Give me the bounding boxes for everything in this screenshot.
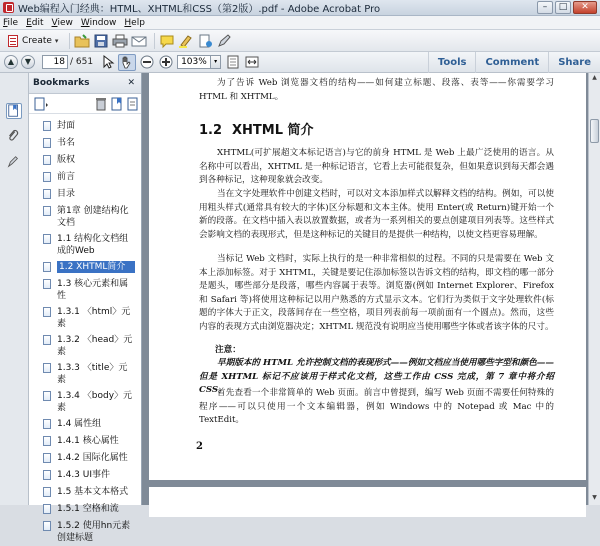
menu-help[interactable]: Help bbox=[124, 17, 145, 28]
page-icon bbox=[43, 279, 51, 289]
hand-tool-button[interactable] bbox=[118, 54, 136, 71]
hand-icon bbox=[119, 55, 135, 69]
note-title: 注意： bbox=[215, 345, 241, 355]
page-icon bbox=[43, 172, 51, 182]
page-number-input[interactable]: 18 bbox=[42, 55, 68, 69]
document-share-icon bbox=[197, 34, 213, 48]
share-file-button[interactable] bbox=[197, 32, 213, 49]
bookmark-item[interactable]: 1.4.3 UI事件 bbox=[29, 467, 141, 484]
menu-view[interactable]: View bbox=[51, 17, 73, 28]
create-pdf-icon bbox=[8, 35, 18, 47]
bookmark-item[interactable]: 第1章 创建结构化文档 bbox=[29, 203, 141, 231]
bookmark-item[interactable]: 目录 bbox=[29, 186, 141, 203]
page-total: / 651 bbox=[70, 57, 94, 67]
paragraph-2: 当在文字处理软件中创建文档时，可以对文本添加样式以解释文档的结构。例如，可以使用粗头样式(通常具有较大的字体)区分标题和文本主体。使用 Enter(或 Return)键开始一个新的段落。在文档中插入表以放置数据，或者为一系列相关的要点创建项目列表等。这些样式会影响文档的表现形式，但是这种标记的关键目的是提供一种结构，以使文档更容易理解。 bbox=[199, 189, 554, 240]
note-text: 早期版本的 HTML 允许控制文档的表现形式——例如文档应当使用哪些字型和颜色——但是 XHTML 标记不应该用于样式化文档，这些工作由 CSS 完成，第 7 章中将介绍 CSS。 bbox=[199, 358, 554, 396]
paragraph-1: XHTML(可扩展超文本标记语言)与它的前身 HTML 是 Web 上最广泛使用的语言。从名称中可以看出，XHTML 是一种标记语言，它看上去可能很复杂，但如果意识到每天都会遇到各种标记，这种现象就会改变。 bbox=[199, 148, 554, 186]
select-tool-button[interactable] bbox=[99, 54, 115, 71]
bookmark-list bbox=[29, 114, 141, 546]
menu-window[interactable]: Window bbox=[80, 17, 117, 28]
page-icon bbox=[43, 307, 51, 317]
acrobat-app-icon bbox=[3, 2, 14, 13]
highlight-button[interactable] bbox=[178, 32, 194, 49]
menu-bar bbox=[0, 16, 600, 30]
bookmark-item[interactable]: 封面 bbox=[29, 118, 141, 135]
zoom-level-input[interactable]: 103% bbox=[177, 55, 211, 69]
bookmark-item[interactable]: 1.3.4 〈body〉元素 bbox=[29, 388, 141, 416]
scroll-down-icon[interactable]: ▼ bbox=[592, 494, 597, 501]
bookmark-item[interactable]: 1.4.1 核心属性 bbox=[29, 433, 141, 450]
toolbar-separator bbox=[69, 33, 70, 49]
page-icon bbox=[43, 391, 51, 401]
main-toolbar bbox=[0, 30, 600, 52]
comment-button[interactable] bbox=[159, 32, 175, 49]
page-icon bbox=[43, 138, 51, 148]
create-button[interactable]: Create ▾ bbox=[4, 32, 62, 49]
email-button[interactable] bbox=[131, 32, 147, 49]
page-icon bbox=[43, 189, 51, 199]
bookmarks-title: Bookmarks bbox=[33, 78, 90, 88]
cursor-arrow-icon bbox=[99, 55, 115, 69]
bookmark-options-icon[interactable] bbox=[33, 97, 49, 111]
save-button[interactable] bbox=[93, 32, 109, 49]
bookmarks-panel-button[interactable] bbox=[6, 103, 22, 119]
next-pdf-page bbox=[149, 487, 586, 517]
document-view[interactable] bbox=[142, 73, 600, 505]
toolbar-separator bbox=[154, 33, 155, 49]
page-icon bbox=[43, 262, 51, 272]
delete-bookmark-icon[interactable] bbox=[93, 97, 109, 111]
scrollbar-thumb[interactable] bbox=[590, 119, 599, 143]
menu-file[interactable]: File bbox=[3, 17, 19, 28]
bookmark-icon bbox=[7, 104, 21, 118]
share-link[interactable]: Share bbox=[548, 52, 600, 73]
speech-bubble-icon bbox=[159, 34, 175, 48]
paragraph-3: 当标记 Web 文档时，实际上执行的是一种非常相似的过程。不同的只是需要在 Web 文本上添加标签。对于 XHTML，关键是要记住添加标签以告诉文档的结构，即文档的哪一部分是题头，哪些部分是段落，哪些内容属于表等。浏览器(例如 Internet Explorer、Firefox 和 Safari 等)将使用这种标记以用户熟悉的方式显示文本。它们行为类似于文字处理软件(标题的字体大于正文，段落间存在一些空格，项目列表前每一项前面有一个圆点)。然而，这些内容的表现方式由浏览器决定；XHTML 规范没有说明应当使用哪些字体或者该字体的尺寸。 bbox=[199, 254, 554, 332]
fit-page-icon bbox=[225, 55, 241, 69]
bookmark-item[interactable]: 1.1 结构化文档组成的Web bbox=[29, 231, 141, 259]
fit-page-button[interactable] bbox=[225, 54, 241, 71]
bookmark-item[interactable]: 1.5 基本文本格式 bbox=[29, 484, 141, 501]
previous-page-button[interactable] bbox=[4, 55, 18, 69]
bookmarks-panel bbox=[29, 73, 142, 543]
zoom-in-icon bbox=[158, 55, 174, 69]
signature-pen-icon bbox=[6, 155, 20, 169]
comment-link[interactable]: Comment bbox=[475, 52, 548, 73]
bookmark-item-selected[interactable]: 1.2 XHTML简介 bbox=[29, 259, 141, 276]
bookmark-item[interactable]: 1.3.3 〈title〉元素 bbox=[29, 360, 141, 388]
zoom-out-icon bbox=[139, 55, 155, 69]
zoom-out-button[interactable] bbox=[139, 54, 155, 71]
zoom-dropdown-button[interactable]: ▾ bbox=[211, 55, 221, 69]
save-icon bbox=[93, 34, 109, 48]
page-icon bbox=[43, 470, 51, 480]
window-controls bbox=[537, 1, 597, 14]
page-icon bbox=[43, 206, 51, 216]
bookmark-item[interactable]: 1.4 属性组 bbox=[29, 416, 141, 433]
print-button[interactable] bbox=[112, 32, 128, 49]
arrow-up-icon: ▲ bbox=[7, 57, 15, 66]
minimize-button[interactable]: – bbox=[537, 1, 553, 14]
title-bar bbox=[0, 0, 600, 16]
navigation-pane-strip bbox=[0, 73, 29, 505]
close-window-button[interactable]: ✕ bbox=[573, 1, 597, 14]
vertical-scrollbar[interactable] bbox=[588, 73, 600, 505]
window-title: Web编程入门经典：HTML、XHTML和CSS（第2版）.pdf - Adobe Acrobat Pro bbox=[18, 4, 381, 15]
open-folder-icon bbox=[74, 34, 90, 48]
open-folder-button[interactable] bbox=[74, 32, 90, 49]
page-number: 2 bbox=[196, 441, 203, 452]
paragraph-4: 首先查看一个非常简单的 Web 页面。前言中曾提到，编写 Web 页面不需要任何特殊的程序——可以只使用一个文本编辑器，例如 Windows 中的 Notepad 或 Mac 中的 TextEdit。 bbox=[199, 388, 554, 426]
pdf-page bbox=[149, 73, 586, 480]
zoom-in-button[interactable] bbox=[158, 54, 174, 71]
bookmark-item[interactable]: 1.3.1 〈html〉元素 bbox=[29, 304, 141, 332]
bookmark-item[interactable]: 书名 bbox=[29, 135, 141, 152]
bookmarks-toolbar bbox=[29, 94, 141, 114]
task-pane-links bbox=[428, 52, 600, 73]
bookmarks-header bbox=[29, 73, 141, 94]
page-icon bbox=[43, 335, 51, 345]
new-bookmark-icon[interactable] bbox=[109, 97, 125, 111]
page-icon bbox=[43, 363, 51, 373]
bookmark-item[interactable]: 前言 bbox=[29, 169, 141, 186]
tools-link[interactable]: Tools bbox=[428, 52, 476, 73]
arrow-down-icon: ▼ bbox=[24, 57, 32, 66]
fit-width-button[interactable] bbox=[244, 54, 260, 71]
expand-bookmark-icon[interactable] bbox=[125, 97, 141, 111]
page-icon bbox=[43, 436, 51, 446]
page-icon bbox=[43, 234, 51, 244]
bookmark-item[interactable]: 版权 bbox=[29, 152, 141, 169]
highlighter-icon bbox=[178, 34, 194, 48]
bookmark-item[interactable]: 1.5.1 空格和流 bbox=[29, 501, 141, 518]
attachments-panel-button[interactable] bbox=[6, 129, 22, 145]
menu-edit[interactable]: Edit bbox=[26, 17, 44, 28]
page-icon bbox=[43, 453, 51, 463]
intro-paragraph: 为了告诉 Web 浏览器文档的结构——如何建立标题、段落、表等——你需要学习 HTML 和 XHTML。 bbox=[199, 78, 554, 102]
envelope-icon bbox=[131, 34, 147, 48]
page-icon bbox=[43, 521, 51, 531]
signatures-panel-button[interactable] bbox=[6, 155, 22, 171]
page-icon bbox=[43, 121, 51, 131]
bookmark-item[interactable]: 1.4.2 国际化属性 bbox=[29, 450, 141, 467]
page-icon bbox=[43, 419, 51, 429]
navigation-toolbar bbox=[0, 52, 600, 73]
page-icon bbox=[43, 504, 51, 514]
pen-icon bbox=[216, 34, 232, 48]
section-heading: 1.2 XHTML 简介 bbox=[199, 123, 314, 138]
maximize-button[interactable]: □ bbox=[555, 1, 571, 14]
paperclip-icon bbox=[6, 129, 20, 143]
page-icon bbox=[43, 155, 51, 165]
close-panel-icon[interactable]: ✕ bbox=[127, 78, 135, 88]
scroll-up-icon[interactable]: ▲ bbox=[592, 74, 597, 81]
next-page-button[interactable] bbox=[21, 55, 35, 69]
fit-width-icon bbox=[244, 55, 260, 69]
sign-button[interactable] bbox=[216, 32, 232, 49]
bookmark-item[interactable]: 1.3.2 〈head〉元素 bbox=[29, 332, 141, 360]
bookmark-item[interactable]: 1.3 核心元素和属性 bbox=[29, 276, 141, 304]
bookmark-item[interactable]: 1.5.2 使用hn元素创建标题 bbox=[29, 518, 141, 546]
page-icon bbox=[43, 487, 51, 497]
print-icon bbox=[112, 34, 128, 48]
